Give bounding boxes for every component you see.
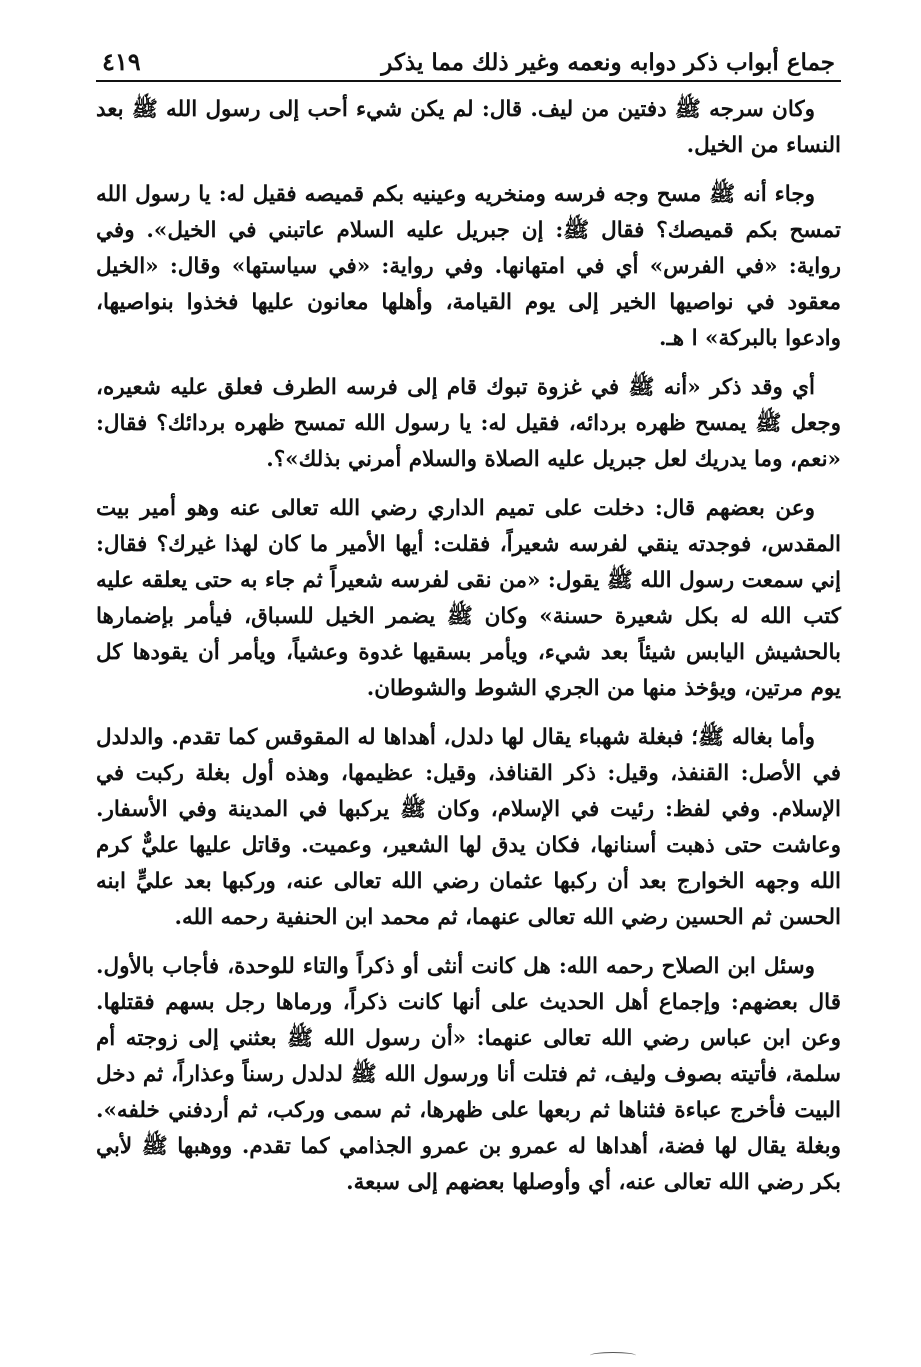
paragraph-4: وعن بعضهم قال: دخلت على تميم الداري رضي الله تعالى عنه وهو أمير بيت المقدس، فوجدته ينقي لفرسه شعيراً، فقلت: أيها الأمير ما كان لهذا غيرك؟ فقال: إني سمعت رسول الله ﷺ يقول: «من نقى لفرسه شعيراً ثم جاء به حتى يعلقه عليه كتب الله له بكل شعيرة حسنة» وكان ﷺ يضمر الخيل للسباق، فيأمر بإضمارها بالحشيش اليابس شيئاً بعد شيء، ويأمر بسقيها غدوة وعشياً، ويأمر أن يقودها كل يوم مرتين، ويؤخذ منها من الجري الشوط والشوطان.	[96, 496, 841, 701]
page-header	[96, 42, 841, 82]
page-number: ٤١٩	[102, 47, 141, 76]
paragraph-1: وكان سرجه ﷺ دفتين من ليف. قال: لم يكن شيء أحب إلى رسول الله ﷺ بعد النساء من الخيل.	[96, 97, 841, 158]
paragraph-6: وسئل ابن الصلاح رحمه الله: هل كانت أنثى أو ذكراً والتاء للوحدة، فأجاب بالأول. قال بعضهم: وإجماع أهل الحديث على أنها كانت ذكراً، ورماها رجل بسهم فقتلها. وعن ابن عباس رضي الله تعالى عنهما: «أن رسول الله ﷺ بعثني إلى زوجته أم سلمة، فأتيته بصوف وليف، ثم فتلت أنا ورسول الله ﷺ لدلدل رسناً وعذاراً، ثم دخل البيت فأخرج عباءة فثناها ثم ربعها على ظهرها، ثم سمى وركب، ثم أردفني خلفه». وبغلة يقال لها فضة، أهداها له عمرو بن عمرو الجذامي كما تقدم. ووهبها ﷺ لأبي بكر رضي الله تعالى عنه، أي وأوصلها بعضهم إلى سبعة.	[96, 954, 841, 1195]
paragraph-2: وجاء أنه ﷺ مسح وجه فرسه ومنخريه وعينيه بكم قميصه فقيل له: يا رسول الله تمسح بكم قميصك؟ فقال ﷺ: إن جبريل عليه السلام عاتبني في الخيل». وفي رواية: «في الفرس» أي في امتهانها. وفي رواية: «في سياستها» وقال: «الخيل معقود في نواصيها الخير إلى يوم القيامة، وأهلها معانون عليها فخذوا بنواصيها، وادعوا بالبركة» ا هـ.	[96, 182, 841, 351]
body-text	[96, 92, 841, 1201]
paragraph-3: أي وقد ذكر «أنه ﷺ في غزوة تبوك قام إلى فرسه الطرف فعلق عليه شعيره، وجعل ﷺ يمسح ظهره بردائه، فقيل له: يا رسول الله تمسح ظهره بردائك؟ فقال: «نعم، وما يدريك لعل جبريل عليه الصلاة والسلام أمرني بذلك»؟.	[96, 375, 841, 472]
running-title: جماع أبواب ذكر دوابه ونعمه وغير ذلك مما يذكر	[381, 49, 835, 76]
paragraph-5: وأما بغاله ﷺ؛ فبغلة شهباء يقال لها دلدل، أهداها له المقوقس كما تقدم. والدلدل في الأصل: القنفذ، وقيل: ذكر القنافذ، وقيل: عظيمها، وهذه أول بغلة ركبت في الإسلام. وفي لفظ: رئيت في الإسلام، وكان ﷺ يركبها في المدينة وفي الأسفار. وعاشت حتى ذهبت أسنانها، فكان يدق لها الشعير، وعميت. وقاتل عليها عليٌّ كرم الله وجهه الخوارج بعد أن ركبها عثمان رضي الله تعالى عنه، وركبها بعد عليٍّ ابنه الحسن ثم الحسين رضي الله تعالى عنهما، ثم محمد ابن الحنفية رحمه الله.	[96, 725, 841, 930]
scan-mark	[590, 1352, 636, 1359]
